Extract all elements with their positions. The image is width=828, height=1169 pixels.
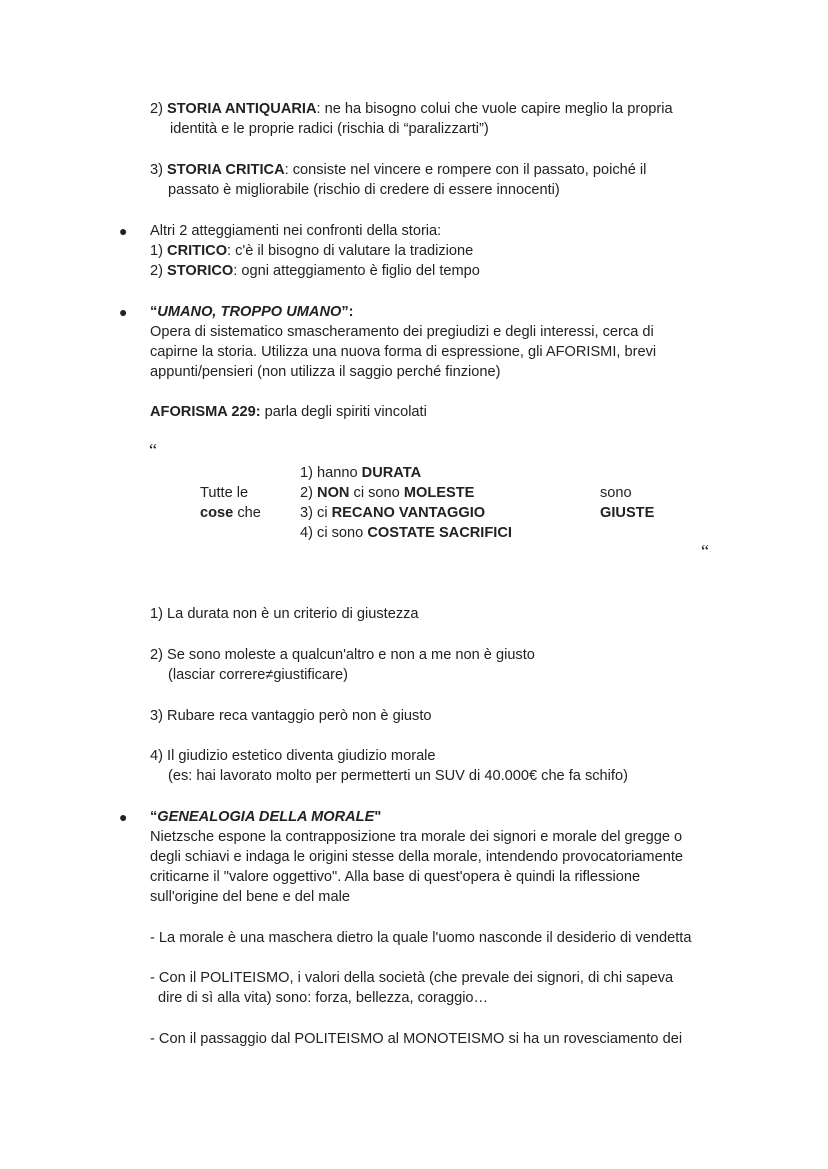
genealogia-heading: “GENEALOGIA DELLA MORALE" [150, 809, 382, 825]
genealogia-dash-3: - Con il passaggio dal POLITEISMO al MONOTEISMO si ha un rovesciamento dei [150, 1031, 683, 1047]
genealogia-dash-2-line2: dire di sì alla vita) sono: forza, bellezza, coraggio… [158, 990, 489, 1006]
bullet-icon: ● [119, 809, 128, 825]
umano-text-line2: capirne la storia. Utilizza una nuova forma di espressione, gli AFORISMI, brevi [150, 344, 657, 360]
storia-antiquaria-title: STORIA ANTIQUARIA [167, 101, 317, 117]
point-4-line1: 4) Il giudizio estetico diventa giudizio morale [150, 748, 436, 764]
genealogia-title: GENEALOGIA DELLA MORALE [157, 809, 375, 825]
aforisma-title: AFORISMA 229: [150, 404, 261, 420]
storia-antiquaria-line1: 2) STORIA ANTIQUARIA: ne ha bisogno colui che vuole capire meglio la propria [150, 101, 673, 117]
quote-close-mark: “ [701, 541, 709, 561]
umano-heading: “UMANO, TROPPO UMANO”: [150, 304, 354, 320]
storia-critica-title: STORIA CRITICA [167, 162, 285, 178]
condition-1: 1) hanno DURATA [300, 465, 422, 481]
genealogia-text-line2: degli schiavi e indaga le origini stesse della morale, intendendo provocatoriamente [150, 849, 683, 865]
umano-title: UMANO, TROPPO UMANO [157, 304, 342, 320]
aforisma-heading: AFORISMA 229: parla degli spiriti vincolati [150, 404, 427, 420]
attitude-storico: 2) STORICO: ogni atteggiamento è figlio del tempo [150, 263, 480, 279]
umano-text-line3: appunti/pensieri (non utilizza il saggio perché finzione) [150, 364, 501, 380]
point-2-line1: 2) Se sono moleste a qualcun'altro e non a me non è giusto [150, 647, 535, 663]
condition-4: 4) ci sono COSTATE SACRIFICI [300, 525, 512, 541]
genealogia-text-line3: criticarne il "valore oggettivo". Alla base di quest'opera è quindi la riflessione [150, 869, 641, 885]
genealogia-dash-1: - La morale è una maschera dietro la quale l'uomo nasconde il desiderio di vendetta [150, 930, 692, 946]
point-1: 1) La durata non è un criterio di giustezza [150, 606, 419, 622]
attitude-critico: 1) CRITICO: c'è il bisogno di valutare la tradizione [150, 243, 474, 259]
point-2-line2: (lasciar correre≠giustificare) [168, 667, 348, 683]
aforisma-predicate-line2: GIUSTE [600, 505, 655, 521]
condition-2: 2) NON ci sono MOLESTE [300, 485, 475, 501]
genealogia-dash-2-line1: - Con il POLITEISMO, i valori della società (che prevale dei signori, di chi sapeva [150, 970, 674, 986]
bullet-icon: ● [119, 304, 128, 320]
aforisma-subject-line2: cose che [200, 505, 261, 521]
aforisma-subject-line1: Tutte le [200, 485, 249, 501]
aforisma-predicate-line1: sono [600, 485, 632, 501]
attitudes-intro: Altri 2 atteggiamenti nei confronti della storia: [150, 223, 442, 239]
point-3: 3) Rubare reca vantaggio però non è giusto [150, 708, 432, 724]
genealogia-text-line4: sull'origine del bene e del male [150, 889, 350, 905]
storia-critica-line1: 3) STORIA CRITICA: consiste nel vincere e rompere con il passato, poiché il [150, 162, 647, 178]
quote-open-mark: “ [149, 440, 157, 460]
storia-critica-line2: passato è migliorabile (rischio di credere di essere innocenti) [168, 182, 560, 198]
genealogia-text-line1: Nietzsche espone la contrapposizione tra morale dei signori e morale del gregge o [150, 829, 683, 845]
bullet-icon: ● [119, 223, 128, 239]
storia-antiquaria-line2: identità e le proprie radici (rischia di “paralizzarti”) [170, 121, 489, 137]
point-4-line2: (es: hai lavorato molto per permetterti un SUV di 40.000€ che fa schifo) [168, 768, 628, 784]
condition-3: 3) ci RECANO VANTAGGIO [300, 505, 486, 521]
umano-text-line1: Opera di sistematico smascheramento dei pregiudizi e degli interessi, cerca di [150, 324, 654, 340]
